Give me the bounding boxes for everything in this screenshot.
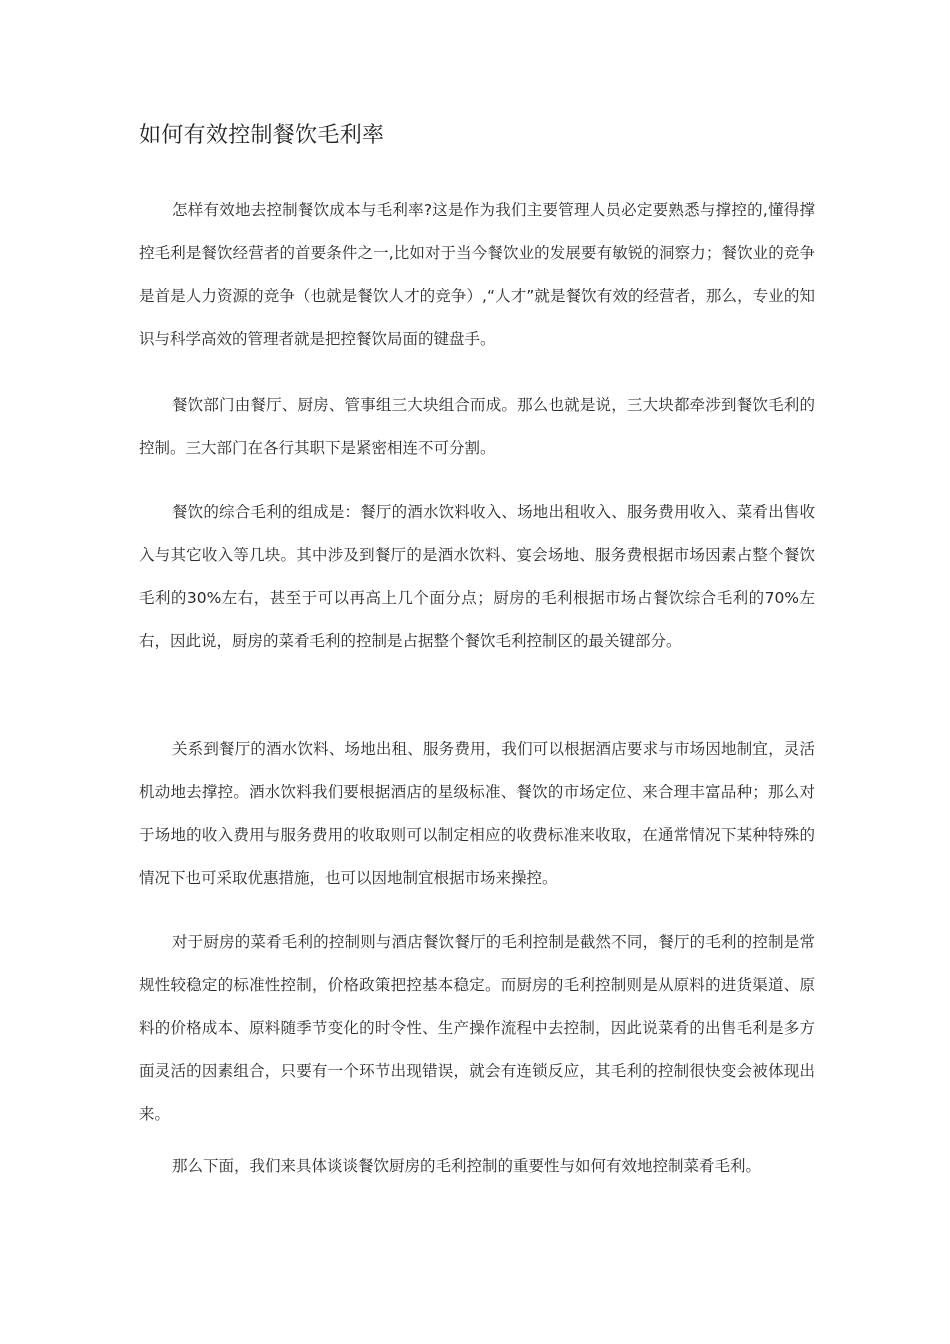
paragraph-department-structure: 餐饮部门由餐厅、厨房、管事组三大块组合而成。那么也就是说，三大块都牵涉到餐饮毛利的控制。三大部门在各行其职下是紧密相连不可分割。 bbox=[139, 396, 815, 457]
paragraph-restaurant-revenue: 关系到餐厅的酒水饮料、场地出租、服务费用，我们可以根据酒店要求与市场因地制宜，灵活机动地去撑控。酒水饮料我们要根据酒店的星级标准、餐饮的市场定位、来合理丰富品种；那么对于场地的收入费用与服务费用的收取则可以制定相应的收费标准来收取，在通常情况下某种特殊的情况下也可采取优惠措施，也可以因地制宜根据市场来操控。 bbox=[139, 740, 815, 887]
paragraph-margin-composition: 餐饮的综合毛利的组成是：餐厅的酒水饮料收入、场地出租收入、服务费用收入、菜肴出售收入与其它收入等几块。其中涉及到餐厅的是酒水饮料、宴会场地、服务费根据市场因素占整个餐饮毛利的30%左右，甚至于可以再高上几个面分点；厨房的毛利根据市场占餐饮综合毛利的70%左右，因此说，厨房的菜肴毛利的控制是占据整个餐饮毛利控制区的最关键部分。 bbox=[139, 503, 815, 650]
paragraph-next-section: 那么下面，我们来具体谈谈餐饮厨房的毛利控制的重要性与如何有效地控制菜肴毛利。 bbox=[172, 1157, 762, 1175]
document-title: 如何有效控制餐饮毛利率 bbox=[139, 123, 385, 148]
paragraph-kitchen-margin: 对于厨房的菜肴毛利的控制则与酒店餐饮餐厅的毛利控制是截然不同，餐厅的毛利的控制是常规性较稳定的标准性控制，价格政策把控基本稳定。而厨房的毛利控制则是从原料的进货渠道、原料的价格成本、原料随季节变化的时令性、生产操作流程中去控制，因此说菜肴的出售毛利是多方面灵活的因素组合，只要有一个环节出现错误，就会有连锁反应，其毛利的控制很快变会被体现出来。 bbox=[139, 933, 815, 1123]
paragraph-cost-control-intro: 怎样有效地去控制餐饮成本与毛利率?这是作为我们主要管理人员必定要熟悉与撑控的,懂得撑控毛利是餐饮经营者的首要条件之一,比如对于当今餐饮业的发展要有敏锐的洞察力；餐饮业的竞争是首是人力资源的竞争（也就是餐饮人才的竞争）,“人才”就是餐饮有效的经营者，那么，专业的知识与科学高效的管理者就是把控餐饮局面的键盘手。 bbox=[139, 201, 815, 348]
